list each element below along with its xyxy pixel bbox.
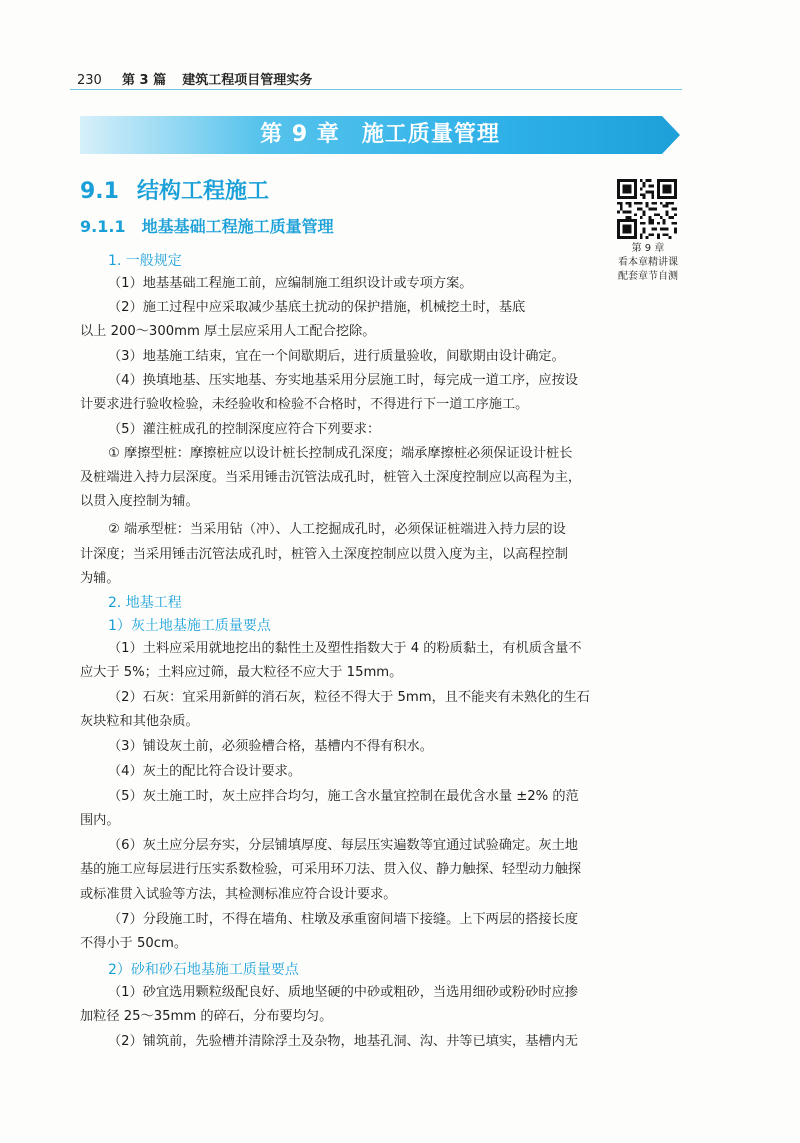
body-line: （1）砂宜选用颗粒级配良好、质地坚硬的中砂或粗砂，当选用细砂或粉砂时应掺	[108, 985, 578, 1000]
body-line: （2）铺筑前，先验槽并清除浮土及杂物，地基孔洞、沟、井等已填实，基槽内无	[108, 1034, 578, 1049]
qr-caption-chapter: 第 9 章	[631, 243, 665, 254]
body-line: 加粒径 25～35mm 的碎石，分布要均匀。	[80, 1009, 333, 1024]
heading-general-rules: 1. 一般规定	[108, 253, 182, 269]
subsection-title: 地基基础工程施工质量管理	[141, 217, 334, 236]
qr-caption-quiz: 配套章节自测	[618, 271, 678, 282]
body-line: （7）分段施工时，不得在墙角、柱墩及承重窗间墙下接缝。上下两层的搭接长度	[108, 912, 578, 927]
body-line: （1）土料应采用就地挖出的黏性土及塑性指数大于 4 的粉质黏土，有机质含量不	[108, 641, 582, 656]
body-line: 计要求进行验收检验，未经验收和检验不合格时，不得进行下一道工序施工。	[80, 397, 529, 412]
body-line: 或标准贯入试验等方法，其检测标准应符合设计要求。	[80, 887, 397, 902]
chapter-name: 施工质量管理	[361, 122, 500, 147]
qr-caption-lecture: 看本章精讲课	[618, 257, 678, 268]
body-line: ① 摩擦型桩：摩擦桩应以设计桩长控制成孔深度；端承摩擦桩必须保证设计桩长	[108, 446, 573, 461]
heading-foundation: 2. 地基工程	[108, 595, 182, 611]
section-heading	[80, 174, 269, 205]
body-line: 围内。	[80, 813, 120, 828]
body-line: 以贯入度控制为辅。	[80, 494, 199, 509]
subsection-number: 9.1.1	[80, 217, 126, 236]
chapter-title	[80, 116, 680, 154]
body-line: （4）灰土的配比符合设计要求。	[108, 764, 302, 779]
chapter-label: 第 9 章	[260, 122, 340, 147]
body-line: ② 端承型桩：当采用钻（冲）、人工挖掘成孔时，必须保证桩端进入持力层的设	[108, 522, 566, 537]
body-line: （4）换填地基、压实地基、夯实地基采用分层施工时，每完成一道工序，应按设	[108, 373, 578, 388]
body-line: （6）灰土应分层夯实，分层铺填厚度、每层压实遍数等宜通过试验确定。灰土地	[108, 838, 578, 853]
body-line: （5）灌注桩成孔的控制深度应符合下列要求：	[108, 422, 381, 437]
body-line: 以上 200～300mm 厚土层应采用人工配合挖除。	[80, 324, 376, 339]
part-label: 第 3 篇	[121, 73, 167, 88]
body-line: 应大于 5%；土料应过筛，最大粒径不应大于 15mm。	[80, 665, 403, 680]
body-line: 不得小于 50cm。	[80, 936, 188, 951]
header-rule	[70, 89, 682, 90]
body-line: （1）地基基础工程施工前，应编制施工组织设计或专项方案。	[108, 276, 473, 291]
body-line: 灰块粒和其他杂质。	[80, 714, 199, 729]
section-title: 结构工程施工	[136, 179, 269, 204]
body-line: 计深度；当采用锤击沉管法成孔时，桩管入土深度控制应以贯入度为主，以高程控制	[80, 547, 568, 562]
body-line: （2）石灰：宜采用新鲜的消石灰，粒径不得大于 5mm，且不能夹有未熟化的生石	[108, 690, 590, 705]
body-line: （3）铺设灰土前，必须验槽合格，基槽内不得有积水。	[108, 739, 433, 754]
page-number: 230	[77, 73, 102, 88]
body-line: （3）地基施工结束，宜在一个间歇期后，进行质量验收，间歇期由设计确定。	[108, 349, 565, 364]
heading-lime-soil: 1）灰土地基施工质量要点	[108, 618, 271, 634]
part-title: 建筑工程项目管理实务	[182, 73, 313, 88]
body-line: 为辅。	[80, 571, 120, 586]
heading-sand-gravel: 2）砂和砂石地基施工质量要点	[108, 962, 299, 978]
body-line: （2）施工过程中应采取减少基底土扰动的保护措施，机械挖土时，基底	[108, 300, 526, 315]
section-number: 9.1	[80, 179, 119, 204]
body-line: 基的施工应每层进行压实系数检验，可采用环刀法、贯入仪、静力触探、轻型动力触探	[80, 862, 582, 877]
subsection-heading	[80, 214, 334, 237]
qr-code-icon[interactable]	[617, 179, 677, 239]
body-line: 及桩端进入持力层深度。当采用锤击沉管法成孔时，桩管入土深度控制应以高程为主，	[80, 470, 582, 485]
body-line: （5）灰土施工时，灰土应拌合均匀，施工含水量宜控制在最优含水量 ±2% 的范	[108, 789, 579, 804]
running-header	[77, 69, 312, 88]
